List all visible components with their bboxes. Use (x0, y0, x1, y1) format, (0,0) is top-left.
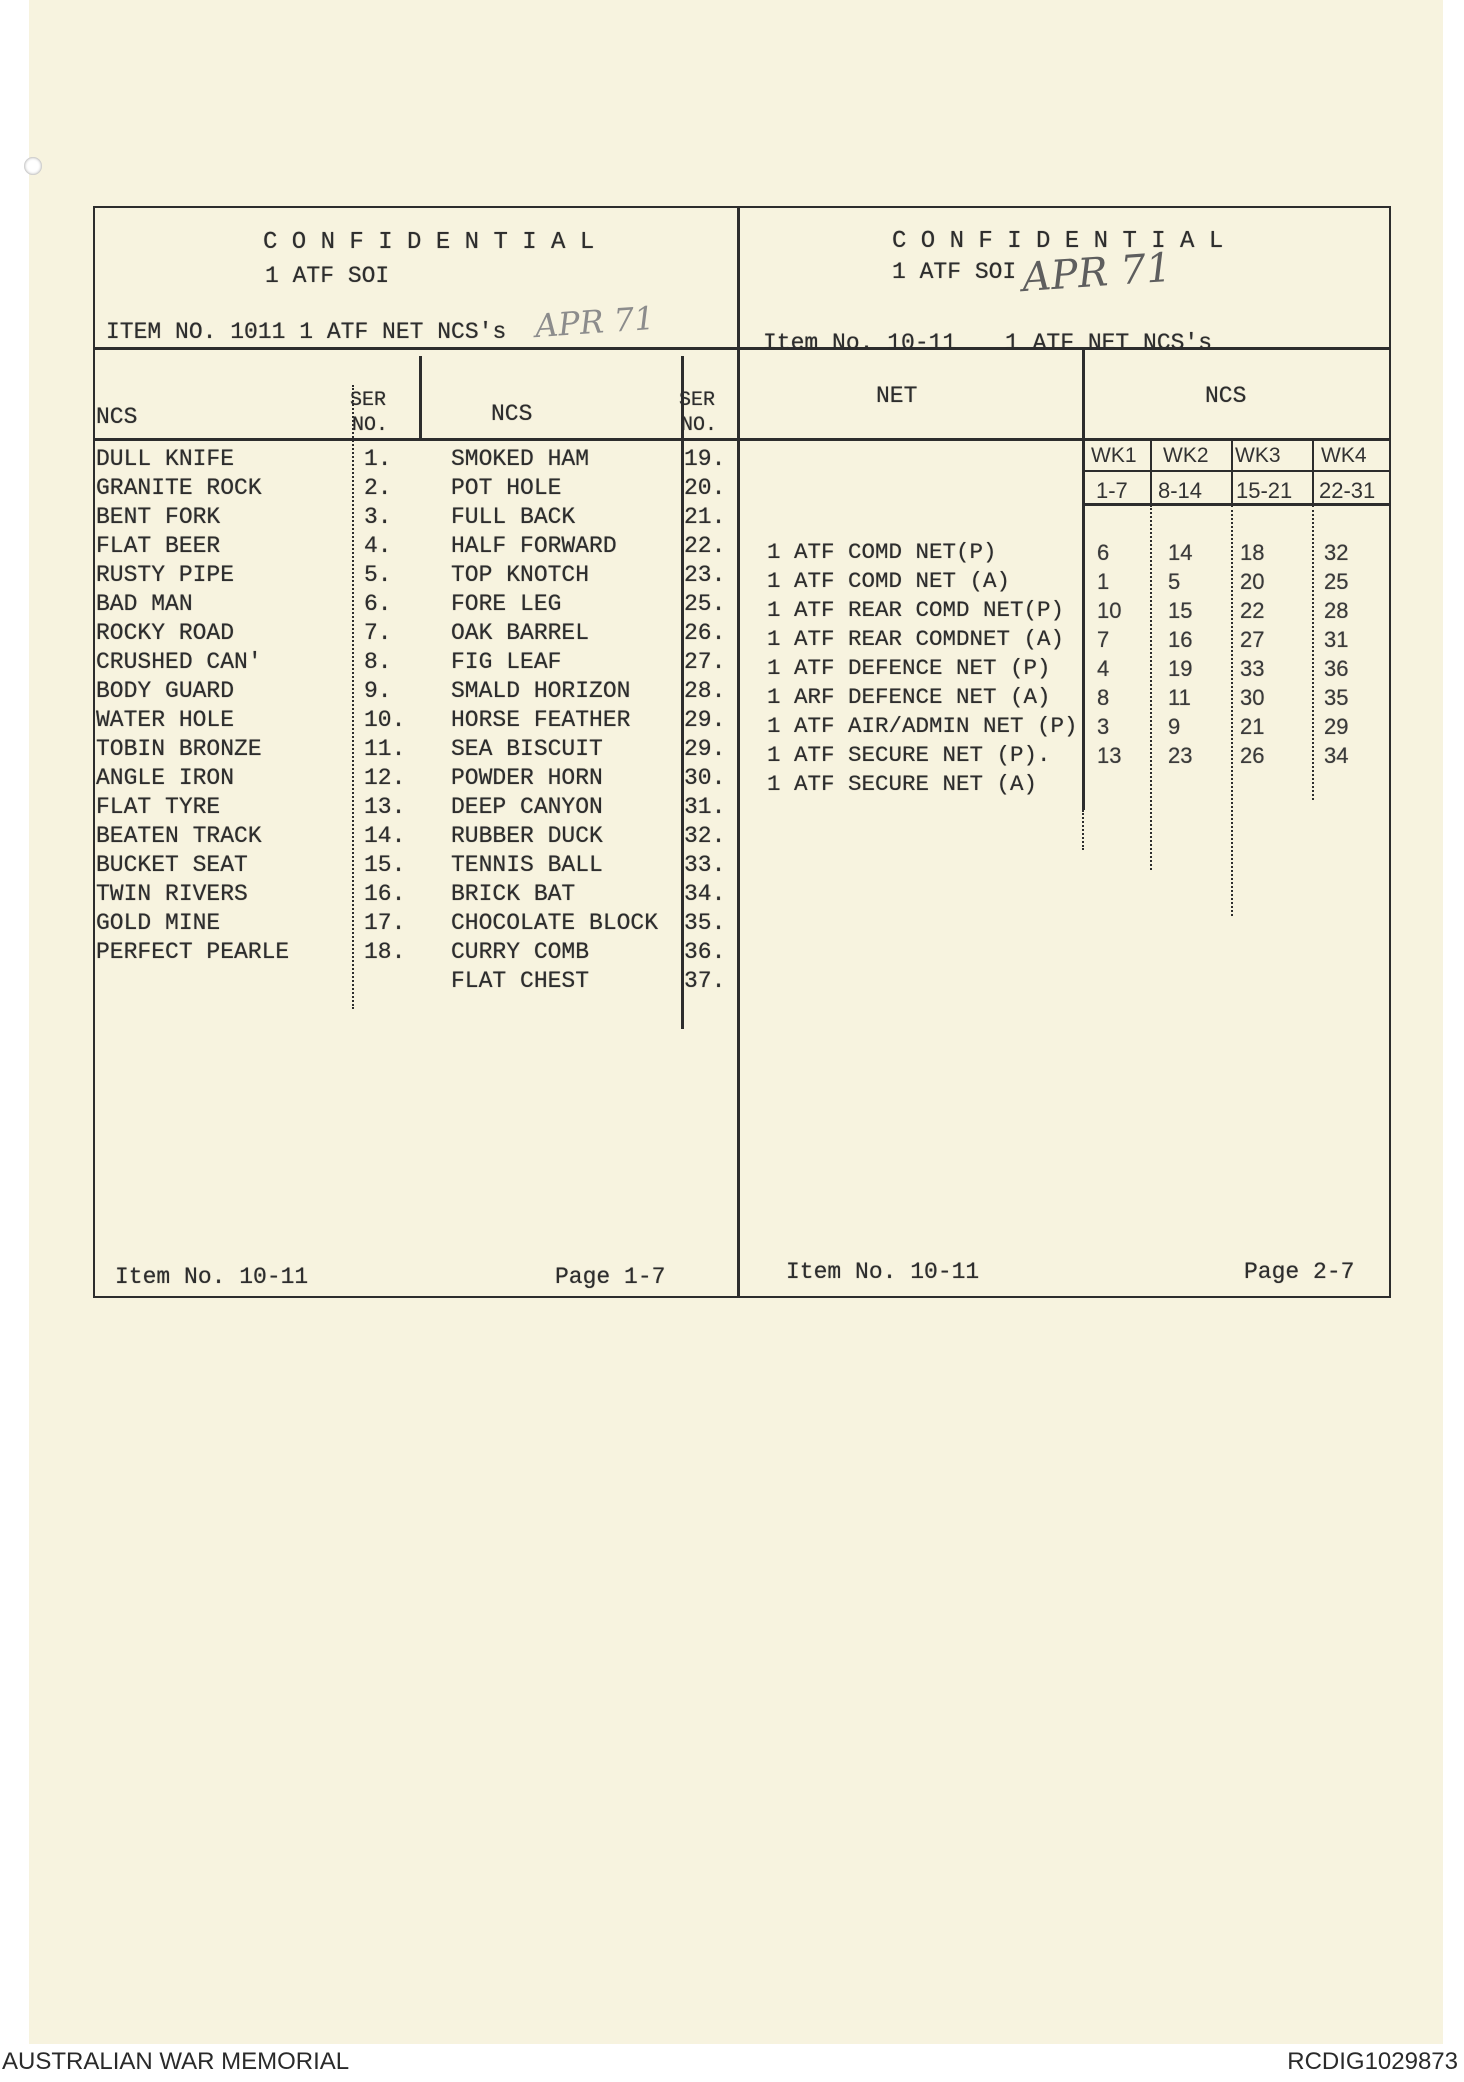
week-callsign: 36 (1324, 656, 1349, 681)
week-callsign: 15 (1168, 598, 1193, 623)
archive-record-id: RCDIG1029873 (1287, 2048, 1458, 2075)
serial-number: 8. (364, 649, 392, 675)
callsign: OAK BARREL (451, 620, 590, 646)
week-callsign: 32 (1324, 540, 1349, 565)
week-callsign: 33 (1240, 656, 1265, 681)
right-net-ncs-divider-tail (1082, 810, 1084, 850)
callsign: ROCKY ROAD (96, 620, 235, 646)
callsign: PERFECT PEARLE (96, 939, 290, 965)
week-callsign: 25 (1324, 569, 1349, 594)
net-name: 1 ATF REAR COMDNET (A) (767, 626, 1065, 652)
week-callsign: 3 (1097, 714, 1110, 739)
serial-number: 26. (684, 620, 726, 646)
callsign: TOBIN BRONZE (96, 736, 262, 762)
week-callsign: 28 (1324, 598, 1349, 623)
week-callsign: 16 (1168, 627, 1193, 652)
punch-hole (24, 157, 42, 175)
week-header-4: WK4 (1321, 444, 1367, 467)
left-classification-heading: C O N F I D E N T I A L (263, 229, 595, 256)
week-callsign: 9 (1168, 714, 1181, 739)
serial-number: 37. (684, 968, 726, 994)
week-callsign: 8 (1097, 685, 1110, 710)
table-row (0, 445, 739, 474)
serial-number: 25. (684, 591, 726, 617)
callsign: BEATEN TRACK (96, 823, 262, 849)
callsign: RUSTY PIPE (96, 562, 235, 588)
week-callsign: 5 (1168, 569, 1181, 594)
callsign: RUBBER DUCK (451, 823, 603, 849)
left-header-ser-2-top: SER (679, 389, 716, 412)
net-name: 1 ATF COMD NET (A) (767, 568, 1011, 594)
serial-number: 9. (364, 678, 392, 704)
callsign: FLAT CHEST (451, 968, 590, 994)
week-callsign: 13 (1097, 743, 1122, 768)
week-range-1: 1-7 (1096, 478, 1128, 503)
callsign: POT HOLE (451, 475, 562, 501)
week-callsign: 29 (1324, 714, 1349, 739)
week-divider-3 (1312, 439, 1314, 504)
net-name: 1 ATF SECURE NET (P). (767, 742, 1051, 768)
week-callsign: 20 (1240, 569, 1265, 594)
table-row (0, 770, 1400, 799)
serial-number: 19. (684, 446, 726, 472)
net-name: 1 ATF DEFENCE NET (P) (767, 655, 1051, 681)
net-name: 1 ATF SECURE NET (A) (767, 771, 1038, 797)
net-callsign-table (0, 538, 1400, 799)
serial-number: 7. (364, 620, 392, 646)
week-callsign: 26 (1240, 743, 1265, 768)
serial-number: 2. (364, 475, 392, 501)
serial-number: 28. (684, 678, 726, 704)
callsign: TWIN RIVERS (96, 881, 248, 907)
right-item-subtitle: 1 ATF NET NCS's (1005, 330, 1213, 356)
callsign: CURRY COMB (451, 939, 590, 965)
callsign: WATER HOLE (96, 707, 235, 733)
serial-number: 36. (684, 939, 726, 965)
callsign: BUCKET SEAT (96, 852, 248, 878)
week-header-2: WK2 (1163, 444, 1209, 467)
callsign: GOLD MINE (96, 910, 221, 936)
serial-number: 35. (684, 910, 726, 936)
table-row (0, 654, 1400, 683)
table-row (0, 741, 1400, 770)
callsign: FULL BACK (451, 504, 576, 530)
serial-number: 5. (364, 562, 392, 588)
week-callsign: 35 (1324, 685, 1349, 710)
callsign: BRICK BAT (451, 881, 576, 907)
callsign: CHOCOLATE BLOCK (451, 910, 659, 936)
table-row (0, 683, 1400, 712)
right-handwritten-date: APR 71 (1020, 244, 1173, 302)
serial-number: 22. (684, 533, 726, 559)
left-header-rule (93, 438, 739, 441)
serial-number: 16. (364, 881, 406, 907)
table-row (0, 938, 739, 967)
serial-number: 4. (364, 533, 392, 559)
week-callsign: 31 (1324, 627, 1349, 652)
week-callsign: 30 (1240, 685, 1265, 710)
serial-number: 18. (364, 939, 406, 965)
serial-number: 14. (364, 823, 406, 849)
week-callsign: 21 (1240, 714, 1265, 739)
week-header-1: WK1 (1091, 444, 1137, 467)
week-callsign: 1 (1097, 569, 1110, 594)
left-header-ser-1-top: SER (350, 389, 387, 412)
serial-number: 31. (684, 794, 726, 820)
table-row (0, 880, 739, 909)
callsign: BENT FORK (96, 504, 221, 530)
callsign: FLAT BEER (96, 533, 221, 559)
right-classification-heading: C O N F I D E N T I A L (892, 228, 1224, 255)
right-header-ncs: NCS (1205, 383, 1247, 409)
table-row (0, 967, 739, 996)
callsign: HORSE FEATHER (451, 707, 631, 733)
callsign: POWDER HORN (451, 765, 603, 791)
table-row (0, 909, 739, 938)
week-divider-2 (1231, 439, 1233, 504)
left-ser1-header-divider (419, 356, 422, 439)
left-item-title: ITEM NO. 1011 1 ATF NET NCS's (106, 319, 507, 345)
callsign: FIG LEAF (451, 649, 562, 675)
right-header-net: NET (876, 383, 918, 409)
table-row (0, 822, 739, 851)
serial-number: 33. (684, 852, 726, 878)
week-callsign: 34 (1324, 743, 1349, 768)
table-row (0, 596, 1400, 625)
serial-number: 13. (364, 794, 406, 820)
net-name: 1 ARF DEFENCE NET (A) (767, 684, 1051, 710)
table-row (0, 538, 1400, 567)
callsign: FORE LEG (451, 591, 562, 617)
callsign: DEEP CANYON (451, 794, 603, 820)
callsign: TENNIS BALL (451, 852, 603, 878)
callsign: SMALD HORIZON (451, 678, 631, 704)
serial-number: 32. (684, 823, 726, 849)
serial-number: 6. (364, 591, 392, 617)
archive-credit: AUSTRALIAN WAR MEMORIAL (2, 2048, 350, 2075)
serial-number: 10. (364, 707, 406, 733)
left-header-ser-1-bottom: NO. (352, 414, 389, 437)
serial-number: 23. (684, 562, 726, 588)
week-callsign: 7 (1097, 627, 1110, 652)
left-footer-page-number: Page 1-7 (555, 1264, 666, 1290)
callsign: DULL KNIFE (96, 446, 235, 472)
callsign: SEA BISCUIT (451, 736, 603, 762)
callsign: GRANITE ROCK (96, 475, 262, 501)
callsign: BAD MAN (96, 591, 193, 617)
week-callsign: 6 (1097, 540, 1110, 565)
serial-number: 12. (364, 765, 406, 791)
serial-number: 11. (364, 736, 406, 762)
serial-number: 34. (684, 881, 726, 907)
serial-number: 3. (364, 504, 392, 530)
right-soi-label: 1 ATF SOI (892, 259, 1017, 285)
net-name: 1 ATF COMD NET(P) (767, 539, 997, 565)
table-row (0, 625, 1400, 654)
week-range-2: 8-14 (1158, 478, 1203, 503)
week-callsign: 14 (1168, 540, 1193, 565)
serial-number: 29. (684, 707, 726, 733)
callsign: ANGLE IRON (96, 765, 235, 791)
serial-number: 15. (364, 852, 406, 878)
serial-number: 30. (684, 765, 726, 791)
left-soi-label: 1 ATF SOI (265, 263, 390, 289)
week-callsign: 4 (1097, 656, 1110, 681)
week-callsign: 18 (1240, 540, 1265, 565)
table-row (0, 474, 739, 503)
serial-number: 17. (364, 910, 406, 936)
serial-number: 1. (364, 446, 392, 472)
week-callsign: 23 (1168, 743, 1193, 768)
table-row (0, 712, 1400, 741)
left-header-ser-2-bottom: NO. (681, 414, 718, 437)
week-callsign: 11 (1168, 685, 1191, 710)
right-footer-page-number: Page 2-7 (1244, 1259, 1355, 1285)
serial-number: 27. (684, 649, 726, 675)
week-range-3: 15-21 (1236, 478, 1293, 503)
callsign: SMOKED HAM (451, 446, 590, 472)
week-callsign: 10 (1097, 598, 1122, 623)
callsign: FLAT TYRE (96, 794, 221, 820)
right-footer-item-number: Item No. 10-11 (786, 1259, 980, 1285)
left-header-ncs-2: NCS (491, 401, 533, 427)
left-footer-item-number: Item No. 10-11 (115, 1264, 309, 1290)
table-row (0, 567, 1400, 596)
week-range-4: 22-31 (1319, 478, 1376, 503)
left-handwritten-date: APR 71 (533, 298, 656, 346)
net-name: 1 ATF AIR/ADMIN NET (P) (767, 713, 1078, 739)
callsign: CRUSHED CAN' (96, 649, 262, 675)
table-row (0, 851, 739, 880)
callsign: HALF FORWARD (451, 533, 617, 559)
week-callsign: 27 (1240, 627, 1265, 652)
week-callsign: 22 (1240, 598, 1265, 623)
week-callsign: 19 (1168, 656, 1193, 681)
right-header-rule (739, 438, 1391, 441)
callsign: BODY GUARD (96, 678, 235, 704)
serial-number: 21. (684, 504, 726, 530)
week-header-rule (1082, 470, 1391, 472)
table-row (0, 503, 739, 532)
serial-number: 20. (684, 475, 726, 501)
callsign: TOP KNOTCH (451, 562, 590, 588)
left-header-ncs-1: NCS (96, 404, 138, 430)
week-divider-1 (1150, 439, 1152, 504)
serial-number: 29. (684, 736, 726, 762)
week-header-3: WK3 (1235, 444, 1281, 467)
right-item-title: Item No. 10-11 (763, 330, 957, 356)
net-name: 1 ATF REAR COMD NET(P) (767, 597, 1065, 623)
